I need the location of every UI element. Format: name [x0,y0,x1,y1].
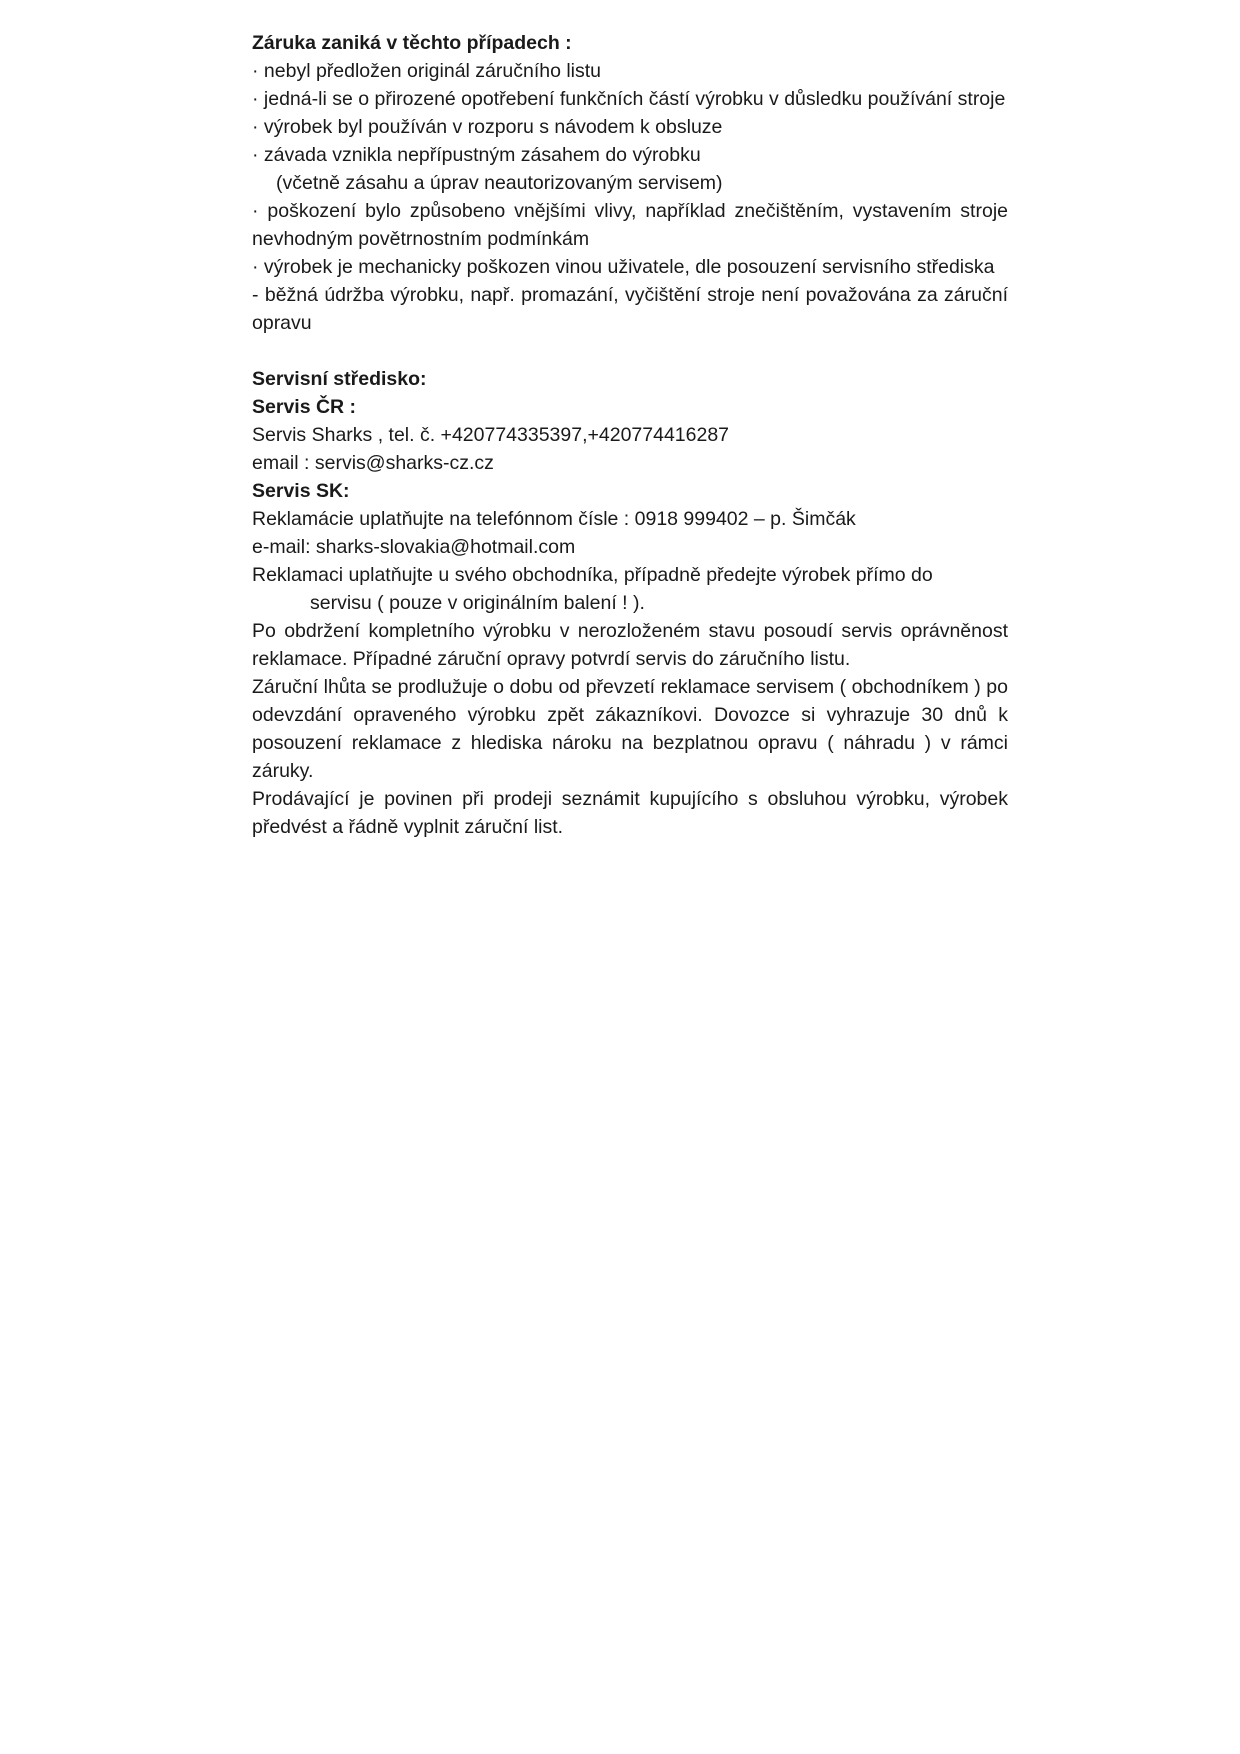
extension-paragraph: Záruční lhůta se prodlužuje o dobu od převzetí reklamace servisem ( obchodníkem ) po odevzdání opraveného výrobku zpět zákazníkovi. Dovozce si vyhrazuje 30 dnů k posouzení reklamace z hlediska nároku na bezplatnou opravu ( náhradu ) v rámci záruky. [252,676,1008,782]
warranty-condition: · nebyl předložen originál záručního listu [252,60,602,82]
document-content [252,29,1008,841]
service-cz-label: Servis ČR : [252,396,357,418]
service-sk-label: Servis SK: [252,480,350,502]
service-sk-phone: Reklamácie uplatňujte na telefónnom čísle : 0918 999402 – p. Šimčák [252,508,856,530]
warranty-heading: Záruka zaniká v těchto případech : [252,32,572,54]
warranty-condition: · závada vznikla nepřípustným zásahem do výrobku [252,144,701,166]
section-spacer [252,337,1008,365]
seller-paragraph: Prodávající je povinen při prodeji seznámit kupujícího s obsluhou výrobku, výrobek předvést a řádně vyplnit záruční list. [252,788,1008,838]
warranty-condition: · poškození bylo způsobeno vnějšími vlivy, například znečištěním, vystavením stroje nevhodným povětrnostním podmínkám [252,200,1008,250]
warranty-condition: · výrobek byl používán v rozporu s návodem k obsluze [252,116,723,138]
warranty-condition: · výrobek je mechanicky poškozen vinou uživatele, dle posouzení servisního střediska [252,256,995,278]
service-cz-email: email : servis@sharks-cz.cz [252,452,494,474]
service-cz-phone: Servis Sharks , tel. č. +420774335397,+420774416287 [252,424,730,446]
warranty-condition: · jedná-li se o přirozené opotřebení funkčních částí výrobku v důsledku používání stroje [252,88,1006,110]
warranty-condition-note: (včetně zásahu a úprav neautorizovaným servisem) [276,172,723,194]
claim-paragraph-line1: Reklamaci uplatňujte u svého obchodníka, případně předejte výrobek přímo do [252,564,933,586]
assessment-paragraph: Po obdržení kompletního výrobku v nerozloženém stavu posoudí servis oprávněnost reklamace. Případné záruční opravy potvrdí servis do záručního listu. [252,620,1008,670]
warranty-condition: - běžná údržba výrobku, např. promazání, vyčištění stroje není považována za záruční opravu [252,284,1008,334]
service-heading: Servisní středisko: [252,368,427,390]
claim-paragraph-line2: servisu ( pouze v originálním balení ! ). [310,592,645,614]
service-sk-email: e-mail: sharks-slovakia@hotmail.com [252,536,576,558]
